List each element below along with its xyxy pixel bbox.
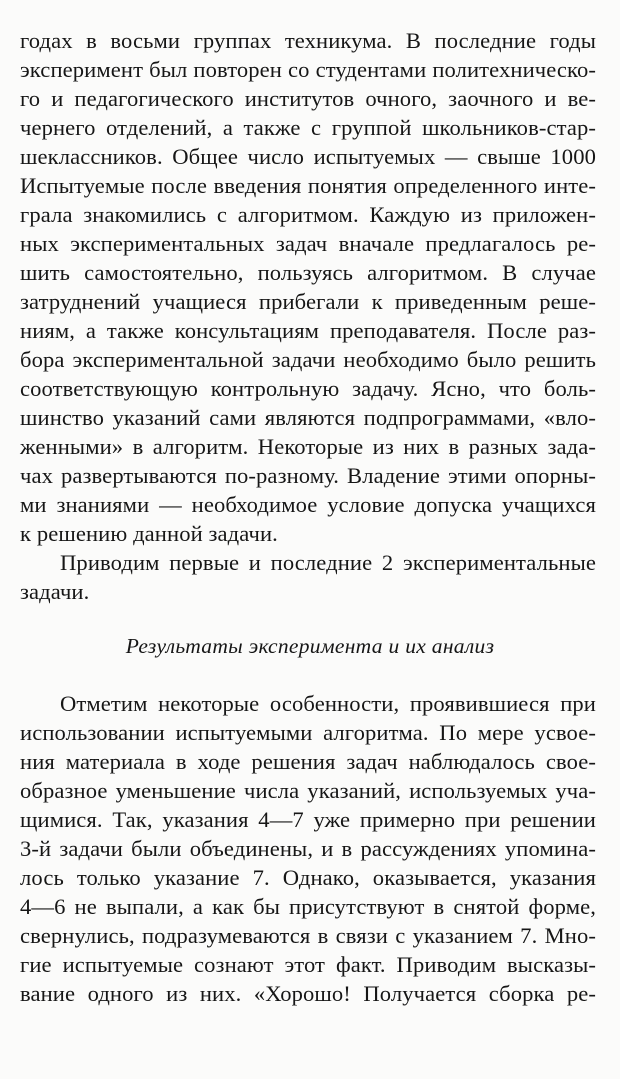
text-line: образное уменьшение числа указаний, используемых уча- [20, 778, 596, 803]
text-line: чернего отделений, а также с группой школьников-стар- [20, 115, 596, 140]
text-line: го и педагогического институтов очного, заочного и ве- [20, 86, 596, 111]
text-line: соответствующую контрольную задачу. Ясно, что боль- [20, 376, 596, 401]
text-line: ния материала в ходе решения задач наблюдалось свое- [20, 749, 596, 774]
text-line: 4—6 не выпали, а как бы присутствуют в снятой форме, [20, 894, 596, 919]
text-line: эксперимент был повторен со студентами политехническо- [20, 57, 596, 82]
text-line: ниям, а также консультациям преподавателя. После раз- [20, 318, 596, 343]
section-heading: Результаты эксперимента и их анализ [125, 634, 495, 658]
text-line: лось только указание 7. Однако, оказывается, указания [20, 865, 596, 890]
text-line: гие испытуемые сознают этот факт. Приводим высказы- [20, 952, 596, 977]
text-line: щимися. Так, указания 4—7 уже примерно при решении [20, 807, 596, 832]
text-line: шеклассников. Общее число испытуемых — свыше 1000 [20, 144, 596, 169]
text-line: к решению данной задачи. [20, 521, 278, 546]
text-line: Испытуемые после введения понятия определенного инте- [20, 173, 596, 198]
text-line: задачи. [20, 579, 90, 604]
text-line: использовании испытуемыми алгоритма. По мере усвое- [20, 720, 596, 745]
text-line: шинство указаний сами являются подпрограммами, «вло- [20, 405, 596, 430]
text-line: ных экспериментальных задач вначале предлагалось ре- [20, 231, 596, 256]
text-line: годах в восьми группах техникума. В последние годы [20, 28, 596, 53]
text-line: бора экспериментальной задачи необходимо было решить [20, 347, 596, 372]
text-line: шить самостоятельно, пользуясь алгоритмом. В случае [20, 260, 596, 285]
text-line: чах развертываются по-разному. Владение этими опорны- [20, 463, 596, 488]
text-line: грала знакомились с алгоритмом. Каждую из приложен- [20, 202, 596, 227]
text-line: Приводим первые и последние 2 экспериментальные [60, 550, 596, 575]
text-line: женными» в алгоритм. Некоторые из них в разных зада- [20, 434, 596, 459]
text-line: свернулись, подразумеваются в связи с указанием 7. Мно- [20, 923, 596, 948]
text-line: затруднений учащиеся прибегали к приведенным реше- [20, 289, 596, 314]
text-line: ми знаниями — необходимое условие допуска учащихся [20, 492, 596, 517]
text-line: 3-й задачи были объединены, и в рассуждениях упомина- [20, 836, 596, 861]
text-line: Отметим некоторые особенности, проявившиеся при [60, 691, 596, 716]
text-line: вание одного из них. «Хорошо! Получается сборка ре- [20, 981, 596, 1006]
